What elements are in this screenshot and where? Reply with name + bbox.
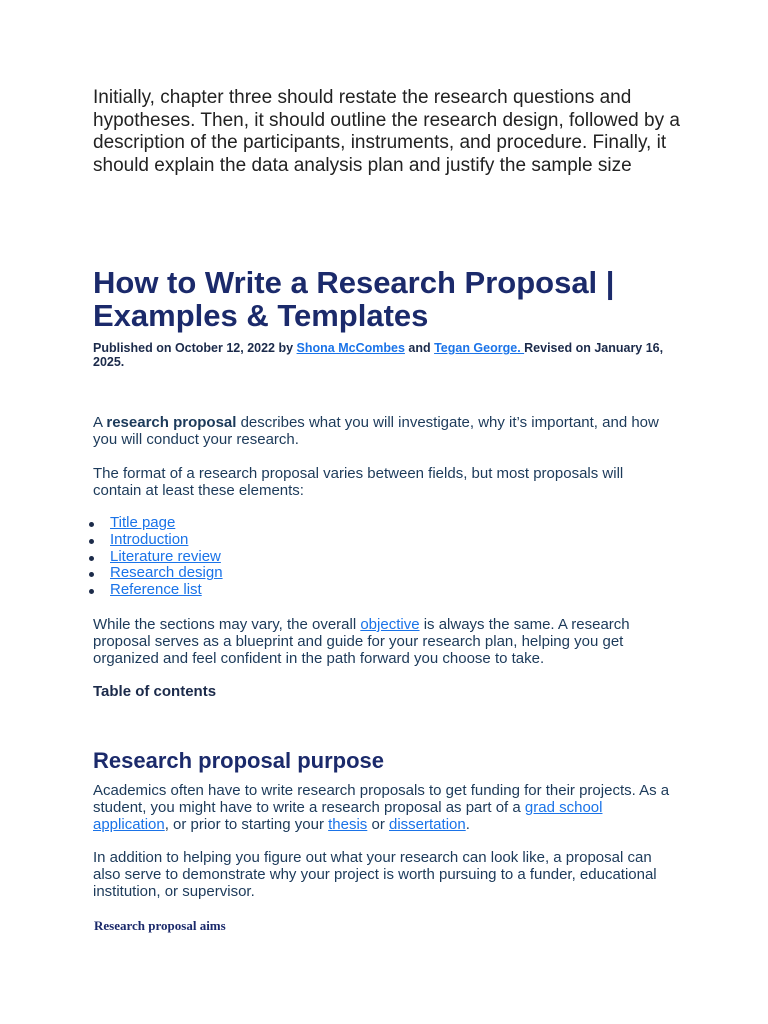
author-link-shona[interactable]: Shona McCombes [296, 341, 405, 355]
published-date: Published on October 12, 2022 by [93, 341, 297, 355]
table-of-contents-heading[interactable]: Table of contents [93, 683, 217, 700]
purpose-mid: , or prior to starting your [164, 816, 329, 833]
definition-prefix: A [93, 414, 107, 431]
byline [93, 342, 673, 369]
objective-link[interactable]: objective [360, 616, 420, 633]
revised-date: Revised on January 16, 2025. [93, 341, 664, 369]
article-title: How to Write a Research Proposal | Examples & Templates [93, 265, 615, 333]
list-item [93, 532, 493, 549]
purpose-prefix: Academics often have to write research proposals to get funding for their projects. As a student, you might have to write a research proposal as part of a [93, 782, 670, 816]
list-item [93, 565, 493, 582]
bullet-icon [89, 556, 94, 561]
author-link-tegan[interactable]: Tegan George. [434, 341, 525, 355]
thesis-link[interactable]: thesis [328, 816, 368, 833]
bullet-icon [89, 572, 94, 577]
list-item [93, 549, 493, 566]
objective-rest: is always the same. A research proposal serves as a blueprint and guide for your research plan, helping you get organized and feel confident in the path forward you choose to take. [93, 616, 630, 667]
bullet-icon [89, 522, 94, 527]
dissertation-link[interactable]: dissertation [389, 816, 466, 833]
proposal-value-paragraph: In addition to helping you figure out what your research can look like, a proposal can also serve to demonstrate why your project is worth pursuing to a funder, educational institution, or supervisor. [93, 849, 657, 900]
aims-heading: Research proposal aims [94, 918, 226, 933]
objective-paragraph [93, 616, 673, 667]
definition-term: research proposal [106, 414, 237, 431]
purpose-or: or [367, 816, 389, 833]
bullet-icon [89, 589, 94, 594]
definition-paragraph [93, 414, 673, 448]
element-link-introduction[interactable]: Introduction [110, 530, 189, 548]
list-item [93, 515, 493, 532]
element-link-title-page[interactable]: Title page [110, 514, 176, 531]
purpose-paragraph [93, 782, 678, 833]
definition-rest: describes what you will investigate, why it’s important, and how you will conduct your research. [93, 414, 659, 448]
element-link-literature-review[interactable]: Literature review [110, 547, 221, 565]
format-paragraph: The format of a research proposal varies between fields, but most proposals will contain at least these elements: [93, 465, 624, 499]
objective-prefix: While the sections may vary, the overall [93, 616, 361, 633]
element-link-reference-list[interactable]: Reference list [110, 581, 202, 599]
grad-school-application-link[interactable]: grad school application [93, 799, 603, 833]
intro-paragraph: Initially, chapter three should restate the research questions and hypotheses. Then, it should outline the research design, followed by a description of the participants, instruments, and procedure. Finally, it should explain the data analysis plan and justify the sample size [93, 87, 680, 176]
byline-and: and [404, 341, 435, 355]
section-title-purpose: Research proposal purpose [93, 748, 384, 773]
elements-list [93, 515, 493, 599]
purpose-end: . [465, 816, 470, 833]
list-item [93, 582, 493, 599]
bullet-icon [89, 539, 94, 544]
element-link-research-design[interactable]: Research design [110, 564, 223, 582]
